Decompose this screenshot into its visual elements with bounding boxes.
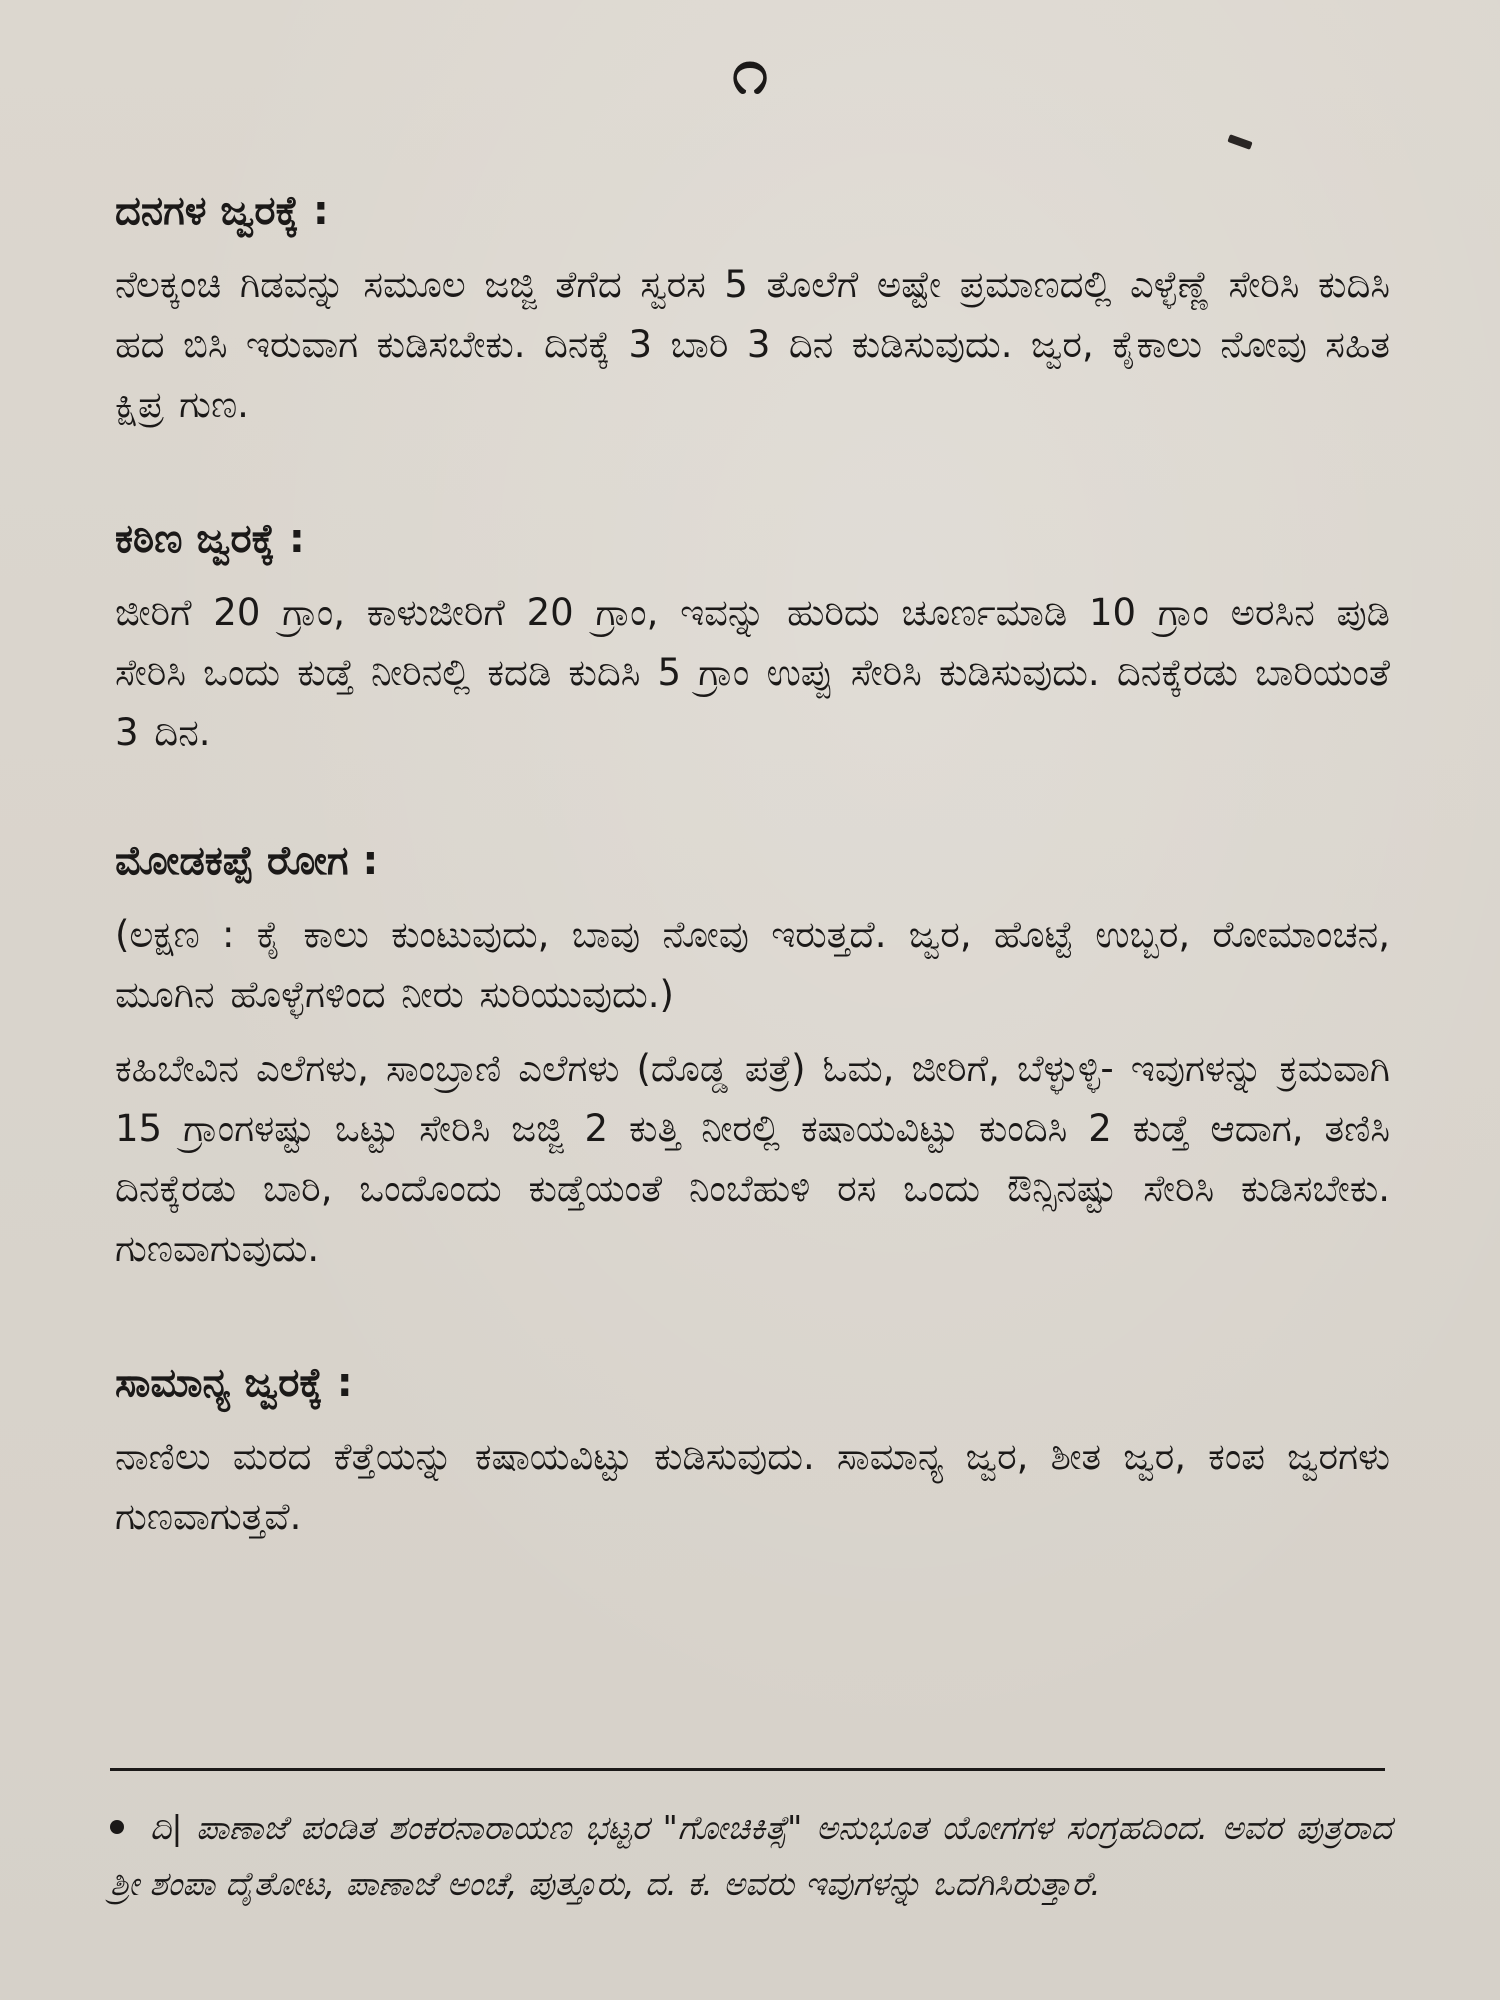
section-heading: ಸಾಮಾನ್ಯ ಜ್ವರಕ್ಕೆ : (115, 1360, 353, 1406)
section-common-fever (115, 1357, 1390, 1547)
section-paragraph: ನೆಲಕ್ಕಂಚಿ ಗಿಡವನ್ನು ಸಮೂಲ ಜಜ್ಜಿ ತೆಗೆದ ಸ್ವರಸ 5 ತೊಲೆಗೆ ಅಷ್ಟೇ ಪ್ರಮಾಣದಲ್ಲಿ ಎಳ್ಳೆಣ್ಣೆ ಸೇರಿಸಿ ಕುದಿಸಿ ಹದ ಬಿಸಿ ಇರುವಾಗ ಕುಡಿಸಬೇಕು. ದಿನಕ್ಕೆ 3 ಬಾರಿ 3 ದಿನ ಕುಡಿಸುವುದು. ಜ್ವರ, ಕೈಕಾಲು ನೋವು ಸಹಿತ ಕ್ಷಿಪ್ರ ಗುಣ. (115, 263, 1390, 426)
remedy-paragraph: ಕಹಿಬೇವಿನ ಎಲೆಗಳು, ಸಾಂಬ್ರಾಣಿ ಎಲೆಗಳು (ದೊಡ್ಡ ಪತ್ರೆ) ಓಮ, ಜೀರಿಗೆ, ಬೆಳ್ಳುಳ್ಳಿ- ಇವುಗಳನ್ನು ಕ್ರಮವಾಗಿ 15 ಗ್ರಾಂಗಳಷ್ಟು ಒಟ್ಟು ಸೇರಿಸಿ ಜಜ್ಜಿ 2 ಕುತ್ತಿ ನೀರಲ್ಲಿ ಕಷಾಯವಿಟ್ಟು ಕುಂದಿಸಿ 2 ಕುಡ್ತೆ ಆದಾಗ, ತಣಿಸಿ ದಿನಕ್ಕೆರಡು ಬಾರಿ, ಒಂದೊಂದು ಕುಡ್ತೆಯಂತೆ ನಿಂಬೆಹುಳಿ ರಸ ಒಂದು ಔನ್ಸಿನಷ್ಟು ಸೇರಿಸಿ ಕುಡಿಸಬೇಕು. ಗುಣವಾಗುವುದು. (115, 1047, 1390, 1270)
symptoms-paragraph: (ಲಕ್ಷಣ : ಕೈ ಕಾಲು ಕುಂಟುವುದು, ಬಾವು ನೋವು ಇರುತ್ತದೆ. ಜ್ವರ, ಹೊಟ್ಟೆ ಉಬ್ಬರ, ರೋಮಾಂಚನ, ಮೂಗಿನ ಹೊಳ್ಳೆಗಳಿಂದ ನೀರು ಸುರಿಯುವುದು.) (115, 913, 1390, 1016)
footnote-text: ದಿ| ಪಾಣಾಜೆ ಪಂಡಿತ ಶಂಕರನಾರಾಯಣ ಭಟ್ಟರ "ಗೋಚಿಕಿತ್ಸೆ" ಅನುಭೂತ ಯೋಗಗಳ ಸಂಗ್ರಹದಿಂದ. ಅವರ ಪುತ್ರರಾದ ಶ್ರೀ ಶಂಪಾ ದೈತೋಟ, ಪಾಣಾಜೆ ಅಂಚೆ, ಪುತ್ತೂರು, ದ. ಕ. ಅವರು ಇವುಗಳನ್ನು ಒದಗಿಸಿರುತ್ತಾರೆ. (110, 1808, 1392, 1903)
ink-mark (1227, 134, 1252, 150)
footnote-divider (110, 1768, 1385, 1771)
section-paragraph: ಜೀರಿಗೆ 20 ಗ್ರಾಂ, ಕಾಳುಜೀರಿಗೆ 20 ಗ್ರಾಂ, ಇವನ್ನು ಹುರಿದು ಚೂರ್ಣಮಾಡಿ 10 ಗ್ರಾಂ ಅರಸಿನ ಪುಡಿ ಸೇರಿಸಿ ಒಂದು ಕುಡ್ತೆ ನೀರಿನಲ್ಲಿ ಕದಡಿ ಕುದಿಸಿ 5 ಗ್ರಾಂ ಉಪ್ಪು ಸೇರಿಸಿ ಕುಡಿಸುವುದು. ದಿನಕ್ಕೆರಡು ಬಾರಿಯಂತೆ 3 ದಿನ. (115, 591, 1390, 754)
bullet-icon (110, 1820, 124, 1834)
section-cattle-fever (115, 185, 1390, 435)
section-paragraph: ನಾಣಿಲು ಮರದ ಕೆತ್ತೆಯನ್ನು ಕಷಾಯವಿಟ್ಟು ಕುಡಿಸುವುದು. ಸಾಮಾನ್ಯ ಜ್ವರ, ಶೀತ ಜ್ವರ, ಕಂಪ ಜ್ವರಗಳು ಗುಣವಾಗುತ್ತವೆ. (115, 1435, 1390, 1538)
footnote (110, 1800, 1392, 1912)
section-modakappe-disease (115, 835, 1390, 1279)
section-heading: ದನಗಳ ಜ್ವರಕ್ಕೆ : (115, 188, 329, 234)
main-content (115, 185, 1390, 1561)
page-number: ೧ (732, 35, 768, 109)
section-severe-fever (115, 513, 1390, 763)
section-heading: ಮೋಡಕಪ್ಪೆ ರೋಗ : (115, 838, 379, 884)
section-heading: ಕಠಿಣ ಜ್ವರಕ್ಕೆ : (115, 516, 305, 562)
